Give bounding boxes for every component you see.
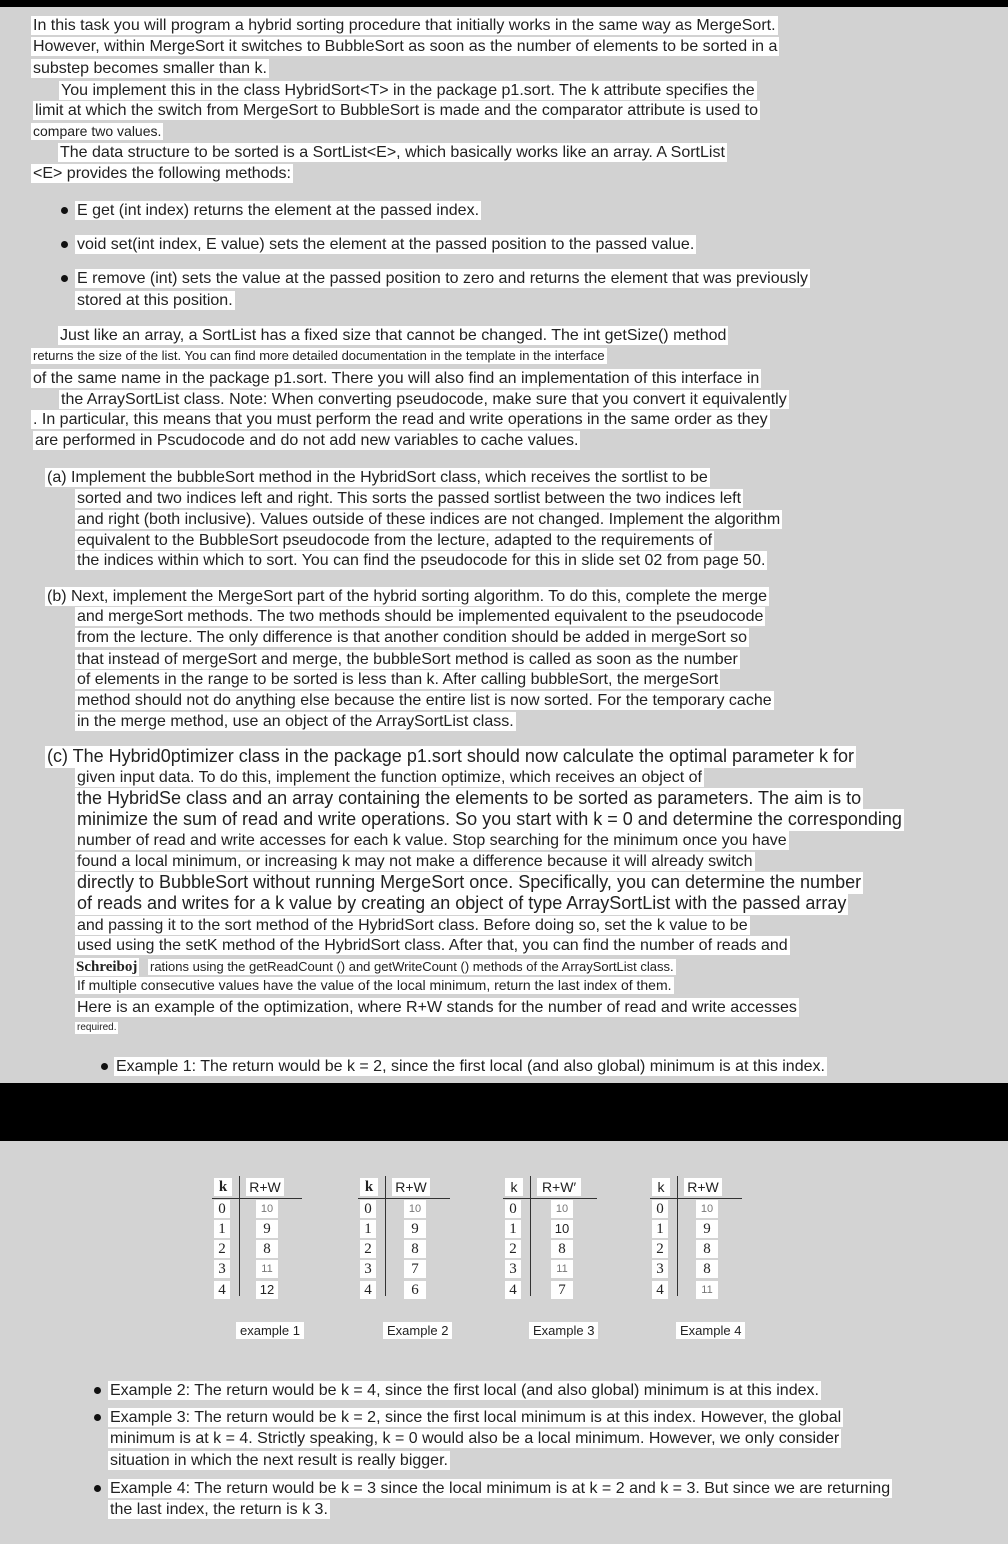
body-line: of the same name in the package p1.sort. There you will also find an implementation of this interface in	[33, 370, 760, 387]
part-c-line: Here is an example of the optimization, where R+W stands for the number of read and write accesses	[77, 999, 797, 1016]
rw-value: 10	[551, 1220, 573, 1238]
rw-value: 8	[696, 1240, 718, 1258]
example-table-3	[503, 1176, 623, 1316]
part-c-line: rations using the getReadCount () and getWriteCount () methods of the ArraySortList class.	[150, 959, 674, 974]
rw-value: 10	[551, 1200, 573, 1218]
bullet-icon	[61, 207, 68, 214]
rw-value: 9	[256, 1220, 278, 1238]
k-value: 0	[360, 1200, 376, 1218]
top-dark-bar	[0, 0, 1008, 7]
part-c-line: required.	[77, 1022, 117, 1033]
part-c-line: If multiple consecutive values have the value of the local minimum, return the last index of them.	[77, 977, 672, 993]
example-caption: Example 4	[676, 1322, 745, 1339]
bullet-icon	[61, 241, 68, 248]
part-c-line: used using the setK method of the HybridSort class. After that, you can find the number of reads and	[77, 937, 788, 954]
k-value: 3	[360, 1260, 376, 1278]
rw-value: 7	[551, 1281, 573, 1299]
example-table-4	[650, 1176, 770, 1316]
bullet-icon	[94, 1414, 101, 1421]
k-value: 3	[214, 1260, 230, 1278]
rw-value: 8	[696, 1260, 718, 1278]
example-4-text: Example 4: The return would be k = 3 since the local minimum is at k = 2 and k = 3. But since we are returning	[110, 1480, 891, 1497]
k-value: 0	[652, 1200, 668, 1218]
part-b-line: in the merge method, use an object of the ArraySortList class.	[77, 713, 514, 730]
rw-header: R+W	[246, 1178, 284, 1196]
table-divider	[358, 1198, 450, 1199]
part-c-line: (c) The Hybrid0ptimizer class in the package p1.sort should now calculate the optimal parameter k for	[47, 746, 855, 766]
rw-value: 7	[404, 1260, 426, 1278]
k-value: 2	[360, 1240, 376, 1258]
example-caption: Example 2	[383, 1322, 452, 1339]
example-3-text: situation in which the next result is really bigger.	[110, 1452, 448, 1469]
k-value: 4	[505, 1281, 521, 1299]
k-value: 3	[505, 1260, 521, 1278]
example-3-text: minimum is at k = 4. Strictly speaking, k = 0 would also be a local minimum. However, we only consider	[110, 1430, 840, 1447]
part-a-line: (a) Implement the bubbleSort method in the HybridSort class, which receives the sortlist to be	[47, 469, 708, 486]
part-a-line: sorted and two indices left and right. This sorts the passed sortlist between the two indices left	[77, 490, 742, 507]
rw-value: 8	[404, 1240, 426, 1258]
table-divider	[530, 1176, 531, 1296]
part-a-line: equivalent to the BubbleSort pseudocode from the lecture, adapted to the requirements of	[77, 532, 713, 549]
table-divider	[503, 1198, 597, 1199]
intro-line: limit at which the switch from MergeSort to BubbleSort is made and the comparator attribute is used to	[35, 102, 758, 119]
table-divider	[239, 1176, 240, 1296]
body-line: are performed in Pscudocode and do not add new variables to cache values.	[35, 432, 579, 449]
intro-line: compare two values.	[33, 123, 162, 139]
example-1-text: Example 1: The return would be k = 2, since the first local (and also global) minimum is at this index.	[116, 1058, 825, 1075]
rw-header: R+W	[684, 1178, 722, 1196]
part-b-line: of elements in the range to be sorted is less than k. After calling bubbleSort, the mergeSort	[77, 671, 719, 688]
body-line: Just like an array, a SortList has a fixed size that cannot be changed. The int getSize() method	[60, 327, 727, 344]
body-line: returns the size of the list. You can find more detailed documentation in the template in the interface	[33, 348, 605, 363]
example-2-text: Example 2: The return would be k = 4, since the first local (and also global) minimum is at this index.	[110, 1382, 819, 1399]
bullet-icon	[61, 275, 68, 282]
example-caption: Example 3	[529, 1322, 598, 1339]
k-value: 0	[505, 1200, 521, 1218]
example-3-text: Example 3: The return would be k = 2, since the first local minimum is at this index. However, the global	[110, 1409, 842, 1426]
example-caption: example 1	[236, 1322, 304, 1339]
rw-value: 11	[256, 1260, 278, 1278]
bullet-icon	[94, 1485, 101, 1492]
intro-line: In this task you will program a hybrid sorting procedure that initially works in the same way as MergeSort.	[33, 17, 776, 34]
k-header: k	[360, 1178, 378, 1196]
rw-value: 9	[404, 1220, 426, 1238]
bullet-icon	[94, 1387, 101, 1394]
method-item: E get (int index) returns the element at the passed index.	[77, 202, 480, 219]
method-item: E remove (int) sets the value at the passed position to zero and returns the element that was previously	[77, 270, 809, 287]
table-divider	[212, 1198, 302, 1199]
table-divider	[650, 1198, 742, 1199]
part-c-line: minimize the sum of read and write operations. So you start with k = 0 and determine the corresponding	[77, 809, 902, 829]
rw-value: 12	[256, 1281, 278, 1299]
table-divider	[385, 1176, 386, 1296]
part-b-line: method should not do anything else because the entire list is now sorted. For the temporary cache	[77, 692, 772, 709]
k-value: 4	[214, 1281, 230, 1299]
method-item: void set(int index, E value) sets the element at the passed position to the passed value.	[77, 236, 695, 253]
k-value: 1	[652, 1220, 668, 1238]
rw-value: 10	[256, 1200, 278, 1218]
intro-line: You implement this in the class HybridSort<T> in the package p1.sort. The k attribute specifies the	[61, 82, 755, 99]
intro-line: <E> provides the following methods:	[33, 165, 291, 182]
k-header: k	[214, 1178, 232, 1196]
k-value: 2	[505, 1240, 521, 1258]
part-c-line: of reads and writes for a k value by creating an object of type ArraySortList with the passed array	[77, 893, 847, 913]
part-b-line: (b) Next, implement the MergeSort part of the hybrid sorting algorithm. To do this, complete the merge	[47, 588, 768, 605]
rw-header: R+W′	[537, 1178, 581, 1196]
part-a-line: and right (both inclusive). Values outside of these indices are not changed. Implement the algorithm	[77, 511, 781, 528]
body-line: . In particular, this means that you must perform the read and write operations in the same order as they	[33, 411, 768, 428]
rw-value: 10	[696, 1200, 718, 1218]
intro-line: The data structure to be sorted is a SortList<E>, which basically works like an array. A SortList	[60, 144, 725, 161]
part-c-fragment: Schreiboj	[76, 959, 138, 975]
k-value: 2	[214, 1240, 230, 1258]
part-c-line: directly to BubbleSort without running MergeSort once. Specifically, you can determine the number	[77, 872, 862, 892]
k-value: 0	[214, 1200, 230, 1218]
k-value: 3	[652, 1260, 668, 1278]
part-b-line: from the lecture. The only difference is that another condition should be added in mergeSort so	[77, 629, 748, 646]
rw-value: 8	[256, 1240, 278, 1258]
part-c-line: given input data. To do this, implement the function optimize, which receives an object of	[77, 769, 702, 786]
table-divider	[677, 1176, 678, 1296]
rw-value: 8	[551, 1240, 573, 1258]
rw-header: R+W	[392, 1178, 430, 1196]
rw-value: 10	[404, 1200, 426, 1218]
example-table-1	[212, 1176, 332, 1316]
part-c-line: number of read and write accesses for each k value. Stop searching for the minimum once you have	[77, 832, 787, 849]
k-value: 2	[652, 1240, 668, 1258]
k-value: 1	[360, 1220, 376, 1238]
k-header: k	[652, 1178, 670, 1196]
part-b-line: and mergeSort methods. The two methods should be implemented equivalent to the pseudocode	[77, 608, 764, 625]
example-4-text: the last index, the return is k 3.	[110, 1501, 328, 1518]
k-value: 4	[652, 1281, 668, 1299]
body-line: the ArraySortList class. Note: When converting pseudocode, make sure that you convert it equivalently	[61, 391, 787, 408]
rw-value: 9	[696, 1220, 718, 1238]
example-table-2	[358, 1176, 478, 1316]
rw-value: 6	[404, 1281, 426, 1299]
part-c-line: and passing it to the sort method of the HybridSort class. Before doing so, set the k value to be	[77, 917, 748, 934]
rw-value: 11	[551, 1260, 573, 1278]
k-value: 1	[214, 1220, 230, 1238]
part-a-line: the indices within which to sort. You can find the pseudocode for this in slide set 02 from page 50.	[77, 552, 766, 569]
part-c-line: the HybridSe class and an array containing the elements to be sorted as parameters. The aim is to	[77, 788, 862, 808]
part-c-line: found a local minimum, or increasing k may not make a difference because it will already switch	[77, 853, 753, 870]
part-b-line: that instead of mergeSort and merge, the bubbleSort method is called as soon as the number	[77, 651, 738, 668]
bullet-icon	[101, 1063, 108, 1070]
rw-value: 11	[696, 1281, 718, 1299]
k-value: 4	[360, 1281, 376, 1299]
intro-line: substep becomes smaller than k.	[33, 60, 267, 77]
intro-line: However, within MergeSort it switches to BubbleSort as soon as the number of elements to be sorted in a	[33, 38, 778, 55]
k-header: k	[505, 1178, 523, 1196]
black-separator-band	[0, 1083, 1008, 1141]
k-value: 1	[505, 1220, 521, 1238]
method-item: stored at this position.	[77, 292, 233, 309]
